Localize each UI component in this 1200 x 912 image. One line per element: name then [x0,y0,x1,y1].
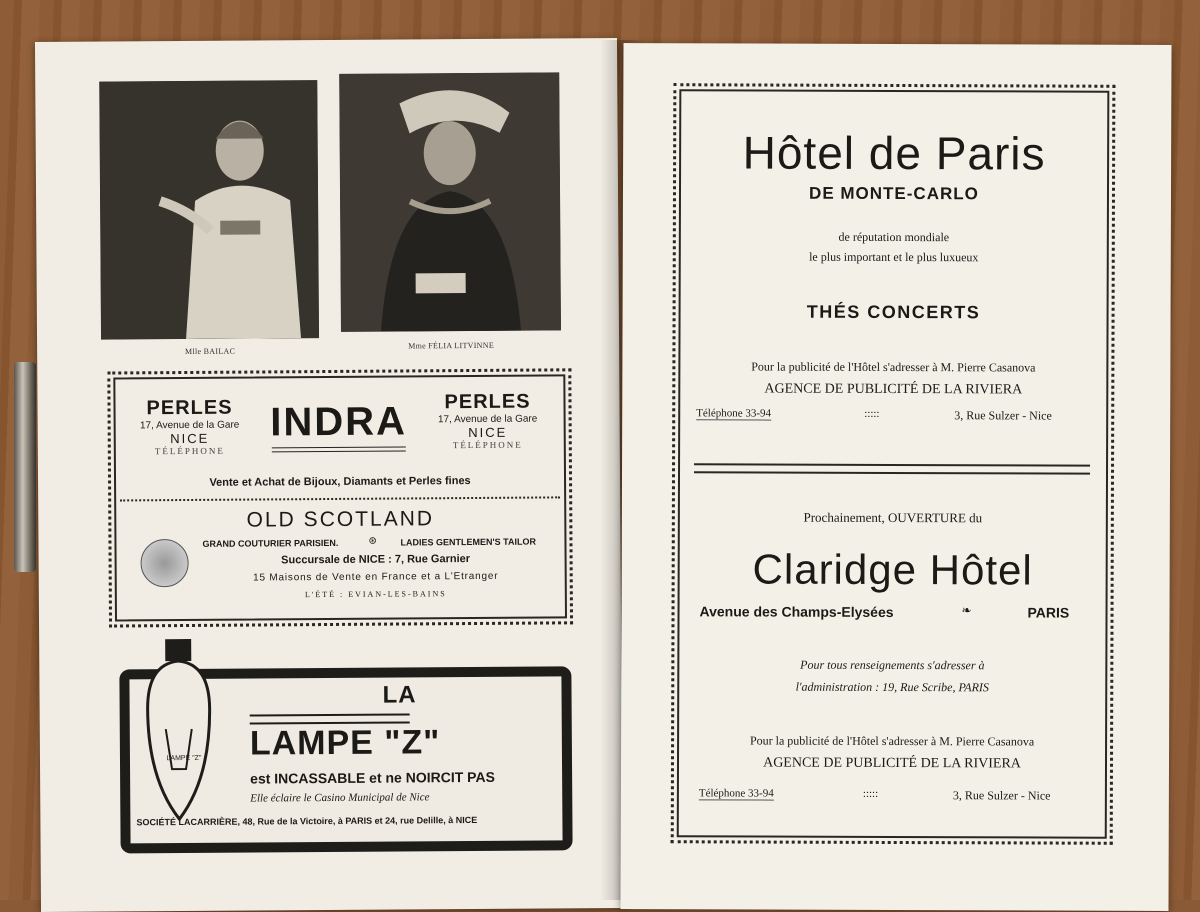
old-scotland-brand: OLD SCOTLAND [246,507,435,532]
agency-text: AGENCE DE PUBLICITÉ DE LA RIVIERA [763,755,1021,772]
casino-text: Elle éclaire le Casino Municipal de Nice [250,791,430,805]
perles-label: PERLES [146,396,233,420]
claridge-hotel-title: Claridge Hôtel [752,545,1033,594]
address-text: 17, Avenue de la Gare [437,413,538,426]
summer-location-text: L'ÉTÉ : EVIAN-LES-BAINS [304,589,447,600]
address-text: 3, Rue Sulzer - Nice [952,788,1051,803]
right-page [620,43,1171,911]
houses-text: 15 Maisons de Vente en France et a L'Etranger [253,570,499,584]
monte-carlo-subtitle: DE MONTE-CARLO [809,183,979,204]
opening-announcement: Prochainement, OUVERTURE du [803,509,983,526]
telephone-label: TÉLÉPHONE [154,445,225,457]
thes-concerts-text: THÉS CONCERTS [806,301,981,323]
company-text: SOCIÉTÉ LACARRIÈRE, 48, Rue de la Victoire, à PARIS et 24, rue Delille, à NICE [136,814,478,828]
agency-text: AGENCE DE PUBLICITÉ DE LA RIVIERA [764,381,1023,398]
indra-brand-block [263,399,413,452]
section-rule [694,471,1090,474]
binder-clip [14,362,36,572]
info-text-1: Pour tous renseignements s'adresser à [800,657,985,673]
luxury-text: le plus important et le plus luxueux [809,249,979,265]
section-rule [694,463,1090,466]
indra-right-block [421,390,553,450]
perles-label: PERLES [444,390,531,414]
address-text: 3, Rue Sulzer - Nice [954,408,1052,423]
bulb-label: LAMPE "Z" [166,754,202,763]
indra-brand: INDRA [270,399,408,445]
dots-ornament: ::::: [862,787,879,800]
la-text: LA [382,681,417,709]
ad-divider [120,496,560,501]
tailor-text: LADIES GENTLEMEN'S TAILOR [400,536,536,548]
paris-city-text: PARIS [1027,604,1070,621]
separator-ornament-icon: ⊛ [368,535,377,547]
portrait-photo-litvinne [339,72,561,332]
publicity-text: Pour la publicité de l'Hôtel s'adresser à M. Pierre Casanova [751,359,1036,375]
indra-tagline: Vente et Achat de Bijoux, Diamants et Perles fines [209,475,471,489]
brand-underline [272,446,406,452]
jewelry-tailor-ad-frame [113,374,567,621]
address-text: 17, Avenue de la Gare [139,419,240,432]
left-page [35,38,623,912]
claim-text: est INCASSABLE et ne NOIRCIT PAS [250,768,495,787]
hotel-de-paris-title: Hôtel de Paris [742,126,1046,180]
indra-left-block [123,397,255,457]
lampe-z-ad [119,666,572,853]
info-text-2: l'administration : 19, Rue Scribe, PARIS [795,679,989,695]
reputation-text: de réputation mondiale [838,229,950,245]
couturier-text: GRAND COUTURIER PARISIEN. [202,537,339,549]
photo-caption: Mlle BAILAC [185,346,236,357]
phone-text: Téléphone 33-94 [698,787,774,800]
fleuron-icon: ❧ [961,603,972,618]
city-text: NICE [170,430,210,447]
light-bulb-icon [137,639,220,824]
photo-caption: Mme FÉLIA LITVINNE [408,340,495,351]
lampe-z-title: LAMPE "Z" [249,723,441,763]
portrait-photo-bailac [99,80,319,340]
publicity-text: Pour la publicité de l'Hôtel s'adresser à M. Pierre Casanova [749,733,1035,749]
branch-text: Succursale de NICE : 7, Rue Garnier [281,553,471,567]
dots-ornament: ::::: [864,407,880,420]
phone-text: Téléphone 33-94 [696,407,772,420]
city-text: NICE [468,424,508,441]
hotel-ad-frame [677,89,1110,838]
coat-of-arms-icon [140,539,188,587]
telephone-label: TÉLÉPHONE [452,439,523,451]
avenue-text: Avenue des Champs-Elysées [699,603,894,620]
